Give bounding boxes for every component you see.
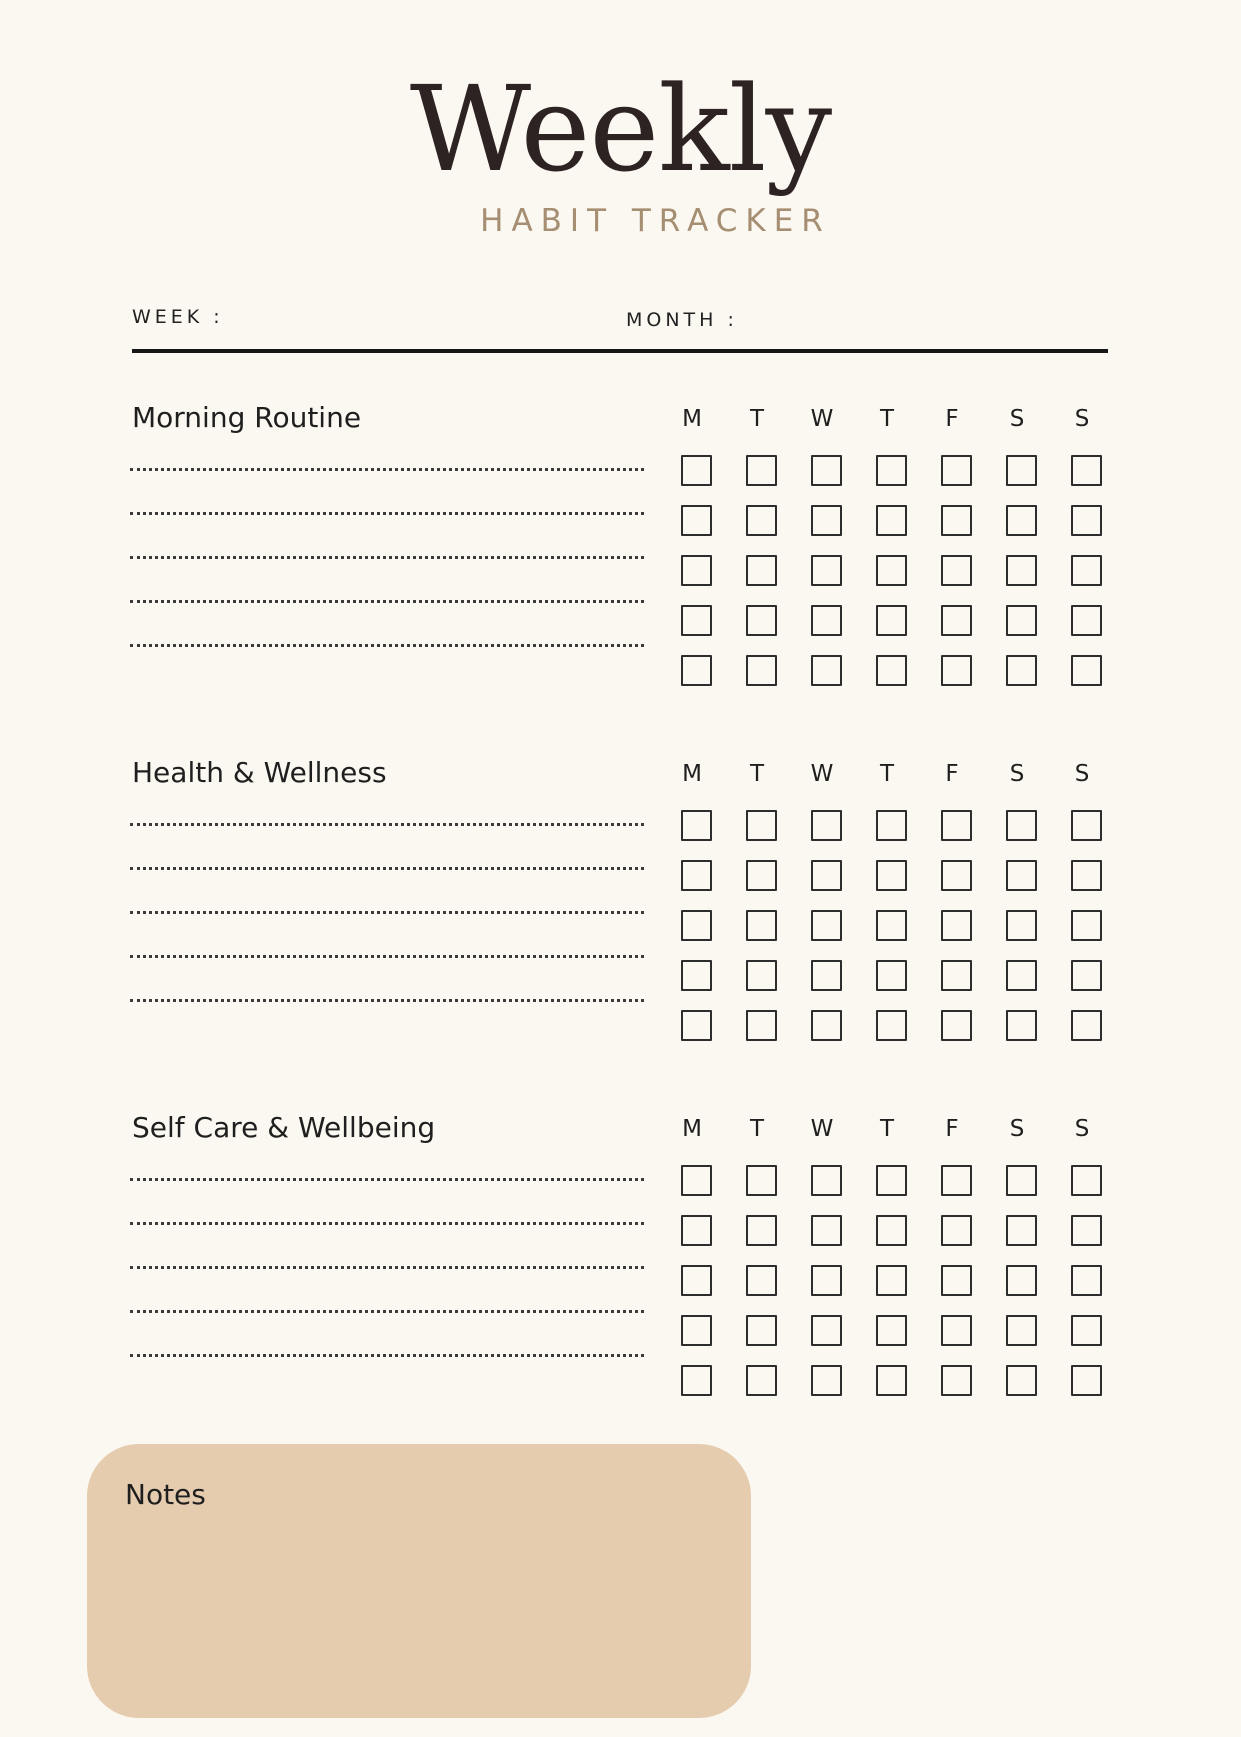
habit-checkbox[interactable] [1071,1315,1102,1346]
habit-checkbox[interactable] [876,555,907,586]
habit-checkbox[interactable] [1071,655,1102,686]
habit-checkbox[interactable] [1071,1010,1102,1041]
day-label: T [749,761,765,787]
habit-checkbox[interactable] [1071,1265,1102,1296]
day-label: S [1074,406,1090,432]
habit-checkbox[interactable] [941,455,972,486]
habit-checkbox[interactable] [941,810,972,841]
day-label: F [945,1116,959,1142]
habit-checkbox[interactable] [811,910,842,941]
habit-checkbox[interactable] [876,1265,907,1296]
habit-entry-line[interactable] [130,999,644,1002]
habit-checkbox[interactable] [941,910,972,941]
habit-checkbox[interactable] [746,810,777,841]
habit-checkbox[interactable] [1071,960,1102,991]
habit-checkbox[interactable] [876,960,907,991]
month-label: MONTH : [626,309,738,331]
habit-checkbox[interactable] [681,1315,712,1346]
habit-checkbox[interactable] [941,1315,972,1346]
habit-checkbox[interactable] [1006,960,1037,991]
habit-checkbox[interactable] [681,505,712,536]
habit-checkbox[interactable] [681,960,712,991]
habit-checkbox[interactable] [746,555,777,586]
habit-checkbox[interactable] [876,910,907,941]
habit-checkbox[interactable] [941,605,972,636]
page-subtitle: HABIT TRACKER [480,203,831,239]
habit-checkbox[interactable] [876,860,907,891]
day-label: T [879,406,895,432]
habit-entry-line[interactable] [130,512,644,515]
habit-checkbox[interactable] [681,1010,712,1041]
habit-entry-line[interactable] [130,911,644,914]
habit-entry-line[interactable] [130,867,644,870]
habit-checkbox[interactable] [876,1365,907,1396]
habit-checkbox[interactable] [1071,605,1102,636]
habit-checkbox[interactable] [941,1365,972,1396]
page-title: Weekly [409,60,832,198]
habit-checkbox[interactable] [1006,810,1037,841]
habit-checkbox[interactable] [746,1010,777,1041]
habit-checkbox[interactable] [811,1365,842,1396]
habit-checkbox[interactable] [681,1265,712,1296]
day-label: S [1074,761,1090,787]
weekday-header [672,761,1132,791]
habit-entry-line[interactable] [130,556,644,559]
habit-checkbox[interactable] [1006,1165,1037,1196]
habit-checkbox[interactable] [941,1165,972,1196]
day-label: T [749,406,765,432]
habit-checkbox[interactable] [811,1165,842,1196]
habit-checkbox[interactable] [811,960,842,991]
habit-checkbox[interactable] [746,1265,777,1296]
habit-checkbox[interactable] [811,655,842,686]
section-health-wellness [128,756,1110,1046]
habit-checkbox[interactable] [746,505,777,536]
habit-checkbox[interactable] [1006,555,1037,586]
habit-checkbox[interactable] [681,455,712,486]
habit-checkbox[interactable] [876,605,907,636]
habit-entry-line[interactable] [130,644,644,647]
habit-checkbox[interactable] [876,455,907,486]
day-label: F [945,406,959,432]
habit-checkbox[interactable] [1071,1365,1102,1396]
day-label: T [749,1116,765,1142]
habit-entry-line[interactable] [130,1178,644,1181]
habit-checkbox[interactable] [1071,505,1102,536]
habit-checkbox[interactable] [876,810,907,841]
habit-checkbox[interactable] [1071,455,1102,486]
habit-checkbox[interactable] [811,1265,842,1296]
week-label: WEEK : [132,306,224,328]
habit-entry-line[interactable] [130,600,644,603]
habit-entry-line[interactable] [130,955,644,958]
habit-checkbox[interactable] [681,1165,712,1196]
habit-checkbox[interactable] [811,605,842,636]
weekday-header [672,406,1132,436]
habit-entry-line[interactable] [130,468,644,471]
habit-checkbox[interactable] [1006,1365,1037,1396]
day-label: S [1009,406,1025,432]
habit-checkbox[interactable] [746,860,777,891]
day-label: T [879,761,895,787]
habit-checkbox[interactable] [811,810,842,841]
day-label: S [1009,1116,1025,1142]
habit-checkbox[interactable] [1071,810,1102,841]
habit-checkbox[interactable] [941,655,972,686]
habit-checkbox[interactable] [746,1165,777,1196]
habit-checkbox[interactable] [1006,910,1037,941]
section-morning-routine [128,401,1110,691]
habit-checkbox[interactable] [1006,655,1037,686]
notes-title: Notes [125,1478,206,1511]
habit-checkbox[interactable] [811,555,842,586]
habit-checkbox[interactable] [1071,860,1102,891]
day-label: F [945,761,959,787]
habit-checkbox[interactable] [746,1315,777,1346]
habit-checkbox[interactable] [681,1365,712,1396]
habit-checkbox[interactable] [941,1265,972,1296]
day-label: M [682,761,702,787]
habit-checkbox[interactable] [1071,910,1102,941]
day-label: T [879,1116,895,1142]
habit-checkbox[interactable] [876,1165,907,1196]
habit-checkbox[interactable] [1006,455,1037,486]
habit-entry-line[interactable] [130,1354,644,1357]
habit-checkbox[interactable] [1006,1265,1037,1296]
habit-checkbox[interactable] [1006,1315,1037,1346]
habit-entry-line[interactable] [130,1222,644,1225]
header-divider [132,349,1108,353]
habit-checkbox[interactable] [681,810,712,841]
habit-checkbox[interactable] [746,455,777,486]
habit-checkbox[interactable] [746,655,777,686]
day-label: S [1009,761,1025,787]
habit-checkbox[interactable] [941,1215,972,1246]
habit-checkbox[interactable] [681,605,712,636]
habit-checkbox[interactable] [746,910,777,941]
habit-checkbox[interactable] [1006,1010,1037,1041]
section-self-care-wellbeing [128,1111,1110,1401]
habit-checkbox[interactable] [941,1010,972,1041]
habit-checkbox[interactable] [811,1315,842,1346]
habit-checkbox[interactable] [941,555,972,586]
habit-checkbox[interactable] [811,1010,842,1041]
habit-checkbox[interactable] [876,655,907,686]
habit-entry-line[interactable] [130,1310,644,1313]
habit-checkbox[interactable] [941,960,972,991]
habit-checkbox[interactable] [746,1215,777,1246]
habit-checkbox[interactable] [1071,1165,1102,1196]
habit-checkbox[interactable] [876,1315,907,1346]
habit-checkbox[interactable] [876,505,907,536]
day-label: W [810,1116,834,1142]
habit-checkbox[interactable] [681,655,712,686]
habit-checkbox[interactable] [1006,860,1037,891]
day-label: M [682,1116,702,1142]
habit-checkbox[interactable] [811,455,842,486]
habit-checkbox[interactable] [1006,1215,1037,1246]
notes-panel[interactable] [87,1444,751,1718]
weekday-header [672,1116,1132,1146]
habit-checkbox[interactable] [681,860,712,891]
habit-entry-line[interactable] [130,823,644,826]
habit-checkbox[interactable] [1006,605,1037,636]
habit-checkbox[interactable] [941,860,972,891]
day-label: W [810,406,834,432]
day-label: S [1074,1116,1090,1142]
section-title: Self Care & Wellbeing [132,1111,436,1144]
day-label: W [810,761,834,787]
day-label: M [682,406,702,432]
habit-checkbox[interactable] [1006,505,1037,536]
habit-checkbox[interactable] [876,1215,907,1246]
habit-checkbox[interactable] [681,910,712,941]
habit-checkbox[interactable] [811,505,842,536]
habit-checkbox[interactable] [681,555,712,586]
habit-checkbox[interactable] [811,860,842,891]
habit-checkbox[interactable] [811,1215,842,1246]
habit-checkbox[interactable] [746,605,777,636]
section-title: Health & Wellness [132,756,387,789]
habit-checkbox[interactable] [746,1365,777,1396]
habit-checkbox[interactable] [681,1215,712,1246]
section-title: Morning Routine [132,401,362,434]
habit-checkbox[interactable] [941,505,972,536]
habit-checkbox[interactable] [876,1010,907,1041]
habit-checkbox[interactable] [1071,1215,1102,1246]
habit-checkbox[interactable] [1071,555,1102,586]
habit-checkbox[interactable] [746,960,777,991]
habit-entry-line[interactable] [130,1266,644,1269]
